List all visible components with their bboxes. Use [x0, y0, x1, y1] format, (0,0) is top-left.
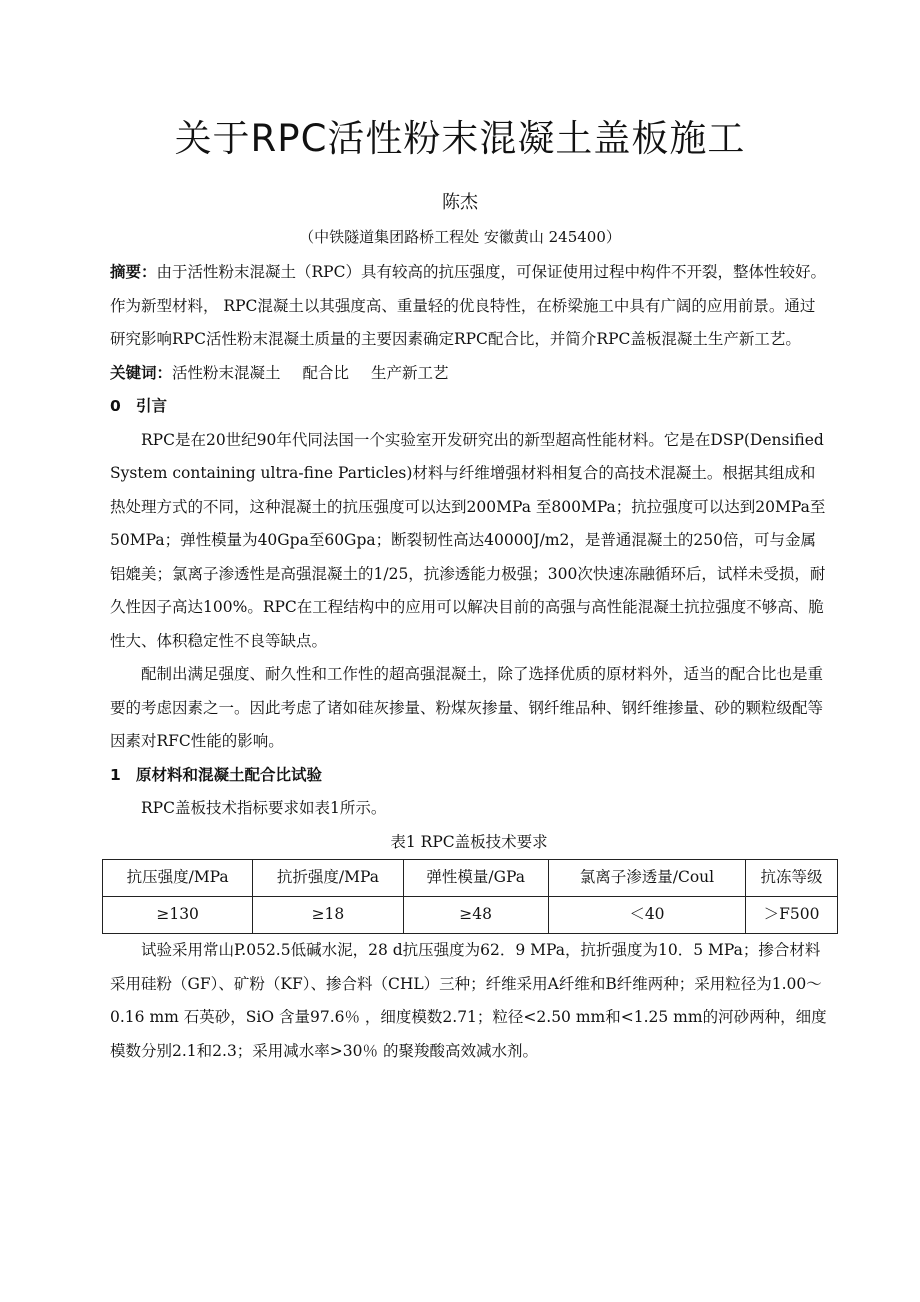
table-cell: ＞F500 [746, 897, 838, 934]
table-header-cell: 抗冻等级 [746, 860, 838, 897]
keyword-item: 生产新工艺 [371, 363, 449, 382]
spec-table [102, 859, 838, 934]
paragraph: RPC盖板技术指标要求如表1所示。 [141, 799, 387, 817]
table-header-row [103, 860, 838, 897]
table-header-cell: 弹性模量/GPa [403, 860, 548, 897]
table-cell: ≥130 [103, 897, 253, 934]
paragraph: 试验采用常山P.052.5低碱水泥，28 d抗压强度为62．9 MPa，抗折强度为10．5 MPa；掺合材料采用硅粉（GF）、矿粉（KF）、掺合料（CHL）三种；纤维采用A纤维和B纤维两种；采用粒径为1.00～0.16 mm 石英砂，SiO 含量97.6％ ，细度模数2.71；粒径<2.50 mm和<1.25 mm的河砂两种，细度模数分别2.1和2.3；采用减水率>30％ 的聚羧酸高效减水剂。 [110, 941, 827, 1060]
section-number: 0 [110, 397, 121, 415]
table-row [103, 897, 838, 934]
section-heading-1 [110, 759, 828, 793]
paper-title: 关于RPC活性粉末混凝土盖板施工 [174, 117, 746, 160]
abstract-text: 由于活性粉末混凝土（RPC）具有较高的抗压强度，可保证使用过程中构件不开裂，整体性较好。作为新型材料， RPC混凝土以其强度高、重量轻的优良特性，在桥梁施工中具有广阔的应用前景。通过研究影响RPC活性粉末混凝土质量的主要因素确定RPC配合比，并简介RPC盖板混凝土生产新工艺。 [110, 263, 826, 348]
table-cell: ＜40 [548, 897, 745, 934]
keywords-label: 关键词： [110, 363, 173, 382]
table-caption: 表1 RPC盖板技术要求 [390, 832, 548, 851]
keywords [110, 357, 828, 391]
paragraph: RPC是在20世纪90年代同法国一个实验室开发研究出的新型超高性能材料。它是在DSP(Densified System containing ultra-fine Particles)材料与纤维增强材料相复合的高技术混凝土。根据其组成和热处理方式的不同，这种混凝土的抗压强度可以达到200MPa 至800MPa；抗拉强度可以达到20MPa至50MPa；弹性模量为40Gpa至60Gpa；断裂韧性高达40000J/m2，是普通混凝土的250倍，可与金属铝媲美；氯离子渗透性是高强混凝土的1/25，抗渗透能力极强；300次快速冻融循环后，试样未受损，耐久性因子高达100%。RPC在工程结构中的应用可以解决目前的高强与高性能混凝土抗拉强度不够高、脆性大、体积稳定性不良等缺点。 [110, 430, 826, 650]
section-number: 1 [110, 765, 121, 784]
abstract-label: 摘要： [110, 263, 157, 281]
table-header-cell: 抗折强度/MPa [253, 860, 403, 897]
table-header-cell: 氯离子渗透量/Coul [548, 860, 745, 897]
paragraph: 配制出满足强度、耐久性和工作性的超高强混凝土，除了选择优质的原材料外，适当的配合比也是重要的考虑因素之一。因此考虑了诸如硅灰掺量、粉煤灰掺量、钢纤维品种、钢纤维掺量、砂的颗粒级配等因素对RFC性能的影响。 [110, 665, 824, 750]
keyword-item: 活性粉末混凝土 [172, 363, 281, 382]
author-affiliation: （中铁隧道集团路桥工程处 安徽黄山 245400） [299, 228, 621, 246]
abstract [110, 256, 828, 357]
table-header-cell: 抗压强度/MPa [103, 860, 253, 897]
table-cell: ≥48 [403, 897, 548, 934]
section-title: 原材料和混凝土配合比试验 [136, 765, 323, 784]
section-heading-0 [110, 390, 828, 424]
keyword-item: 配合比 [302, 363, 350, 382]
paper-body [110, 256, 828, 1068]
author-name: 陈杰 [442, 192, 478, 213]
table-cell: ≥18 [253, 897, 403, 934]
section-title: 引言 [136, 397, 168, 415]
